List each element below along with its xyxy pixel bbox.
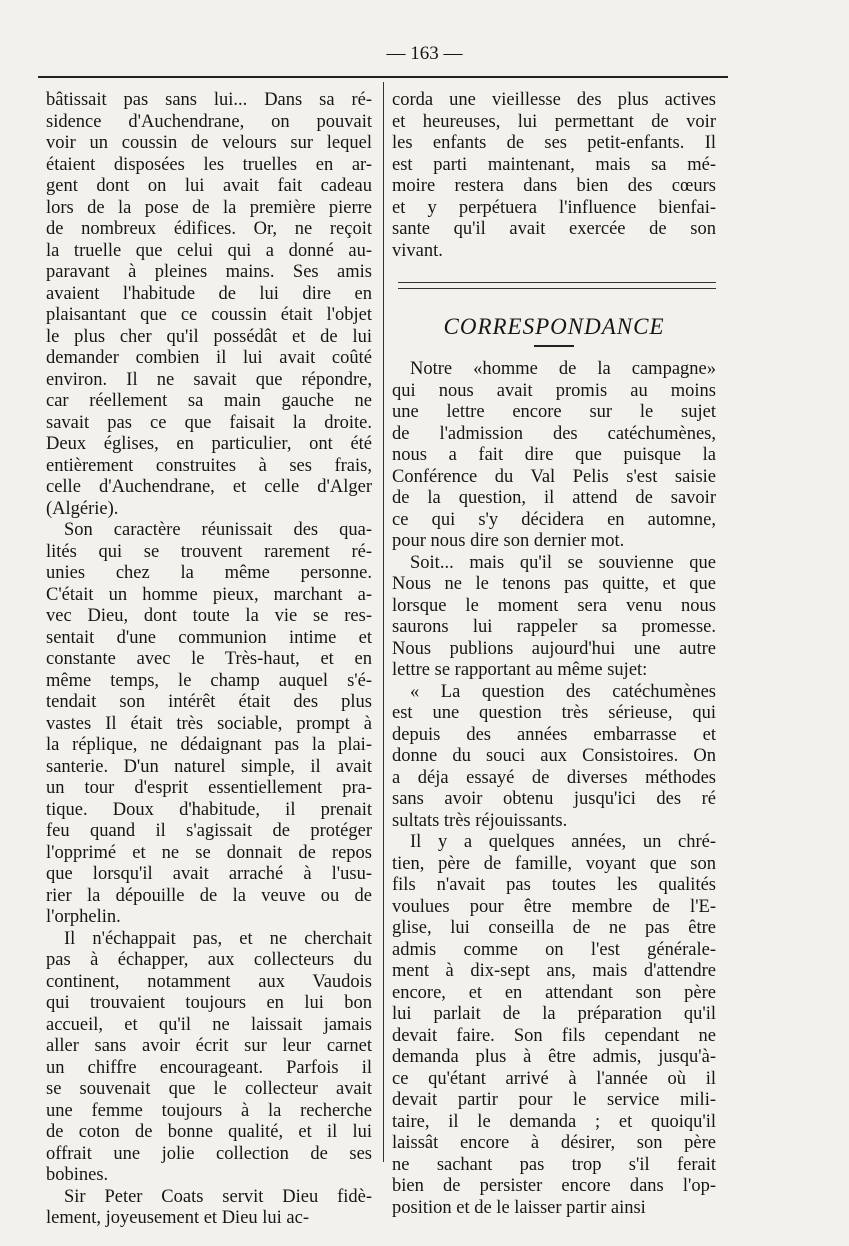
text-line: pas à échapper, aux collecteurs du <box>46 950 372 970</box>
text-line: pour nous dire son dernier mot. <box>392 531 625 551</box>
text-line: qui nous avait promis au moins <box>392 380 716 401</box>
section-separator <box>398 282 716 289</box>
text-line: taire, il le demanda ; et quoiqu'il <box>392 1111 716 1132</box>
text-line: étaient disposées les truelles en ar- <box>46 154 372 175</box>
left-column <box>46 90 372 1230</box>
text-line: bien de persister encore dans l'op- <box>392 1176 716 1196</box>
text-line: se souvenait que le collecteur avait <box>46 1079 372 1099</box>
section-title: CORRESPONDANCE <box>443 314 665 339</box>
obituary-ending <box>392 90 716 262</box>
text-line: devait faire. Son fils cependant ne <box>392 1025 716 1046</box>
text-line: voulues pour être membre de l'E- <box>392 896 716 917</box>
text-line: de l'admission des catéchumènes, <box>392 423 716 444</box>
text-line: vastes Il était très sociable, prompt à <box>46 713 372 734</box>
text-line: Il n'échappait pas, et ne cherchait <box>64 928 372 949</box>
text-line: paravant à pleines mains. Ses amis <box>46 262 372 282</box>
text-line: qui trouvaient toujours en lui bon <box>46 993 372 1013</box>
text-line: devait partir pour le service mili- <box>392 1090 716 1110</box>
text-line: position et de le laisser partir ainsi <box>392 1197 646 1218</box>
text-line: sultats très réjouissants. <box>392 810 568 831</box>
text-line: laissât encore à désirer, son père <box>392 1133 716 1153</box>
text-line: sidence d'Auchendrane, on pouvait <box>46 111 372 132</box>
text-line: vec Dieu, dont toute la vie se res- <box>46 606 372 626</box>
text-line: lités qui se trouvent rarement ré- <box>46 541 372 562</box>
text-line: plaisantant que ce coussin était l'objet <box>46 305 372 325</box>
text-line: Nous publions aujourd'hui une autre <box>392 638 716 659</box>
text-line: santerie. D'un naturel simple, il avait <box>46 756 372 777</box>
text-line: l'opprimé et ne se donnait de repos <box>46 842 372 863</box>
text-line: tendait son intérêt était des plus <box>46 692 372 712</box>
text-line: avaient l'habitude de lui dire en <box>46 283 372 304</box>
text-line: et y perpétuera l'influence bienfai- <box>392 197 716 218</box>
text-line: vivant. <box>392 240 443 261</box>
text-line: une femme toujours à la recherche <box>46 1100 372 1121</box>
text-line: rier la dépouille de la veuve ou de <box>46 885 372 906</box>
text-line: voir un coussin de velours sur lequel <box>46 133 372 153</box>
text-line: nous a fait dire que puisque la <box>392 445 716 465</box>
text-line: un tour d'esprit essentiellement pra- <box>46 778 372 798</box>
text-line: unies chez la même personne. <box>46 563 372 583</box>
text-line: gent dont on lui avait fait cadeau <box>46 176 372 196</box>
text-line: car réellement sa main gauche ne <box>46 391 372 411</box>
text-line: demander combien il lui avait coûté <box>46 348 372 368</box>
correspondance-text <box>392 359 716 1219</box>
text-line: continent, notamment aux Vaudois <box>46 971 372 992</box>
page-number: — 163 — <box>386 43 463 64</box>
text-line: est parti maintenant, mais sa mé- <box>392 154 716 175</box>
text-line: les enfants de ses petit-enfants. Il <box>392 133 716 153</box>
text-line: admis comme on l'est générale- <box>392 939 716 960</box>
text-line: environ. Il ne savait que répondre, <box>46 369 372 390</box>
text-line: Sir Peter Coats servit Dieu fidè- <box>64 1186 372 1207</box>
text-line: depuis des années embarrasse et <box>392 724 716 745</box>
text-line: lors de la pose de la première pierre <box>46 197 372 218</box>
text-line: Deux églises, en particulier, ont été <box>46 434 372 454</box>
text-line: ne sachant pas trop s'il ferait <box>392 1154 716 1175</box>
text-line: lettre se rapportant au même sujet: <box>392 660 648 680</box>
text-line: Son caractère réunissait des qua- <box>64 520 372 540</box>
text-line: corda une vieillesse des plus actives <box>392 90 716 110</box>
text-line: de nombreux édifices. Or, ne reçoit <box>46 219 372 239</box>
text-line: ce qui s'y décidera en automne, <box>392 509 716 530</box>
text-line: sentait d'une communion intime et <box>46 627 372 648</box>
text-line: lorsque le moment sera venu nous <box>392 595 716 616</box>
text-line: lement, joyeusement et Dieu lui ac- <box>46 1208 310 1228</box>
text-line: une lettre encore sur le sujet <box>392 402 716 422</box>
text-line: demanda plus à être admis, jusqu'à- <box>392 1047 716 1067</box>
text-line: l'orphelin. <box>46 907 121 927</box>
text-line: accueil, et qu'il ne laissait jamais <box>46 1014 372 1035</box>
text-line: bobines. <box>46 1165 109 1185</box>
text-line: fils n'avait pas toutes les qualités <box>392 875 716 895</box>
text-line: feu quand il s'agissait de protéger <box>46 821 372 841</box>
text-line: saurons lui rappeler sa promesse. <box>392 617 716 637</box>
text-line: ment à dix-sept ans, mais d'attendre <box>392 961 716 981</box>
text-line: la réplique, ne dédaignant pas la plai- <box>46 735 372 755</box>
text-line: le plus cher qu'il possédât et de lui <box>46 326 372 347</box>
title-dash <box>534 345 574 347</box>
right-column <box>392 90 716 1219</box>
text-line: lui parlait de la préparation qu'il <box>392 1004 716 1024</box>
text-line: sans avoir obtenu jusqu'ici des ré <box>392 789 716 809</box>
text-line: Nous ne le tenons pas quitte, et que <box>392 574 716 594</box>
text-line: aller sans avoir écrit sur leur carnet <box>46 1036 372 1056</box>
text-line: la truelle que celui qui a donné au- <box>46 240 372 261</box>
text-line: offrait une jolie collection de ses <box>46 1143 372 1164</box>
text-line: de la question, il attend de savoir <box>392 488 716 508</box>
text-line: Il y a quelques années, un chré- <box>410 832 716 852</box>
text-line: « La question des catéchumènes <box>410 681 716 702</box>
text-line: Notre «homme de la campagne» <box>410 359 716 379</box>
text-line: donne du souci aux Consistoires. On <box>392 746 716 766</box>
text-line: Soit... mais qu'il se souvienne que <box>410 552 716 573</box>
text-line: entièrement construites à ses frais, <box>46 455 372 476</box>
text-line: moire restera dans bien des cœurs <box>392 176 716 196</box>
text-line: savait pas ce que faisait la droite. <box>46 412 372 433</box>
text-line: que lorsqu'il avait arraché à l'usu- <box>46 864 372 884</box>
text-line: et heureuses, lui permettant de voir <box>392 111 716 132</box>
text-line: Conférence du Val Pelis s'est saisie <box>392 466 716 487</box>
text-line: sante qu'il avait exercée de son <box>392 219 716 239</box>
text-line: est une question très sérieuse, qui <box>392 703 716 723</box>
text-line: celle d'Auchendrane, et celle d'Alger <box>46 477 372 497</box>
text-line: tien, père de famille, voyant que son <box>392 853 716 874</box>
column-divider <box>383 82 384 1162</box>
text-line: bâtissait pas sans lui... Dans sa ré- <box>46 90 372 110</box>
text-line: glise, lui conseilla de ne pas être <box>392 918 716 938</box>
text-line: C'était un homme pieux, marchant a- <box>46 584 372 605</box>
text-line: un chiffre encourageant. Parfois il <box>46 1057 372 1078</box>
text-line: constante avec le Très-haut, et en <box>46 649 372 669</box>
text-line: tique. Doux d'habitude, il prenait <box>46 799 372 820</box>
text-line: a déja essayé de diverses méthodes <box>392 767 716 788</box>
header-rule <box>38 76 728 78</box>
text-line: (Algérie). <box>46 498 119 519</box>
text-line: encore, et en attendant son père <box>392 982 716 1003</box>
text-line: ce qu'étant arrivé à l'année où il <box>392 1068 716 1089</box>
text-line: de coton de bonne qualité, et il lui <box>46 1122 372 1142</box>
text-line: même temps, le champ auquel s'é- <box>46 670 372 691</box>
